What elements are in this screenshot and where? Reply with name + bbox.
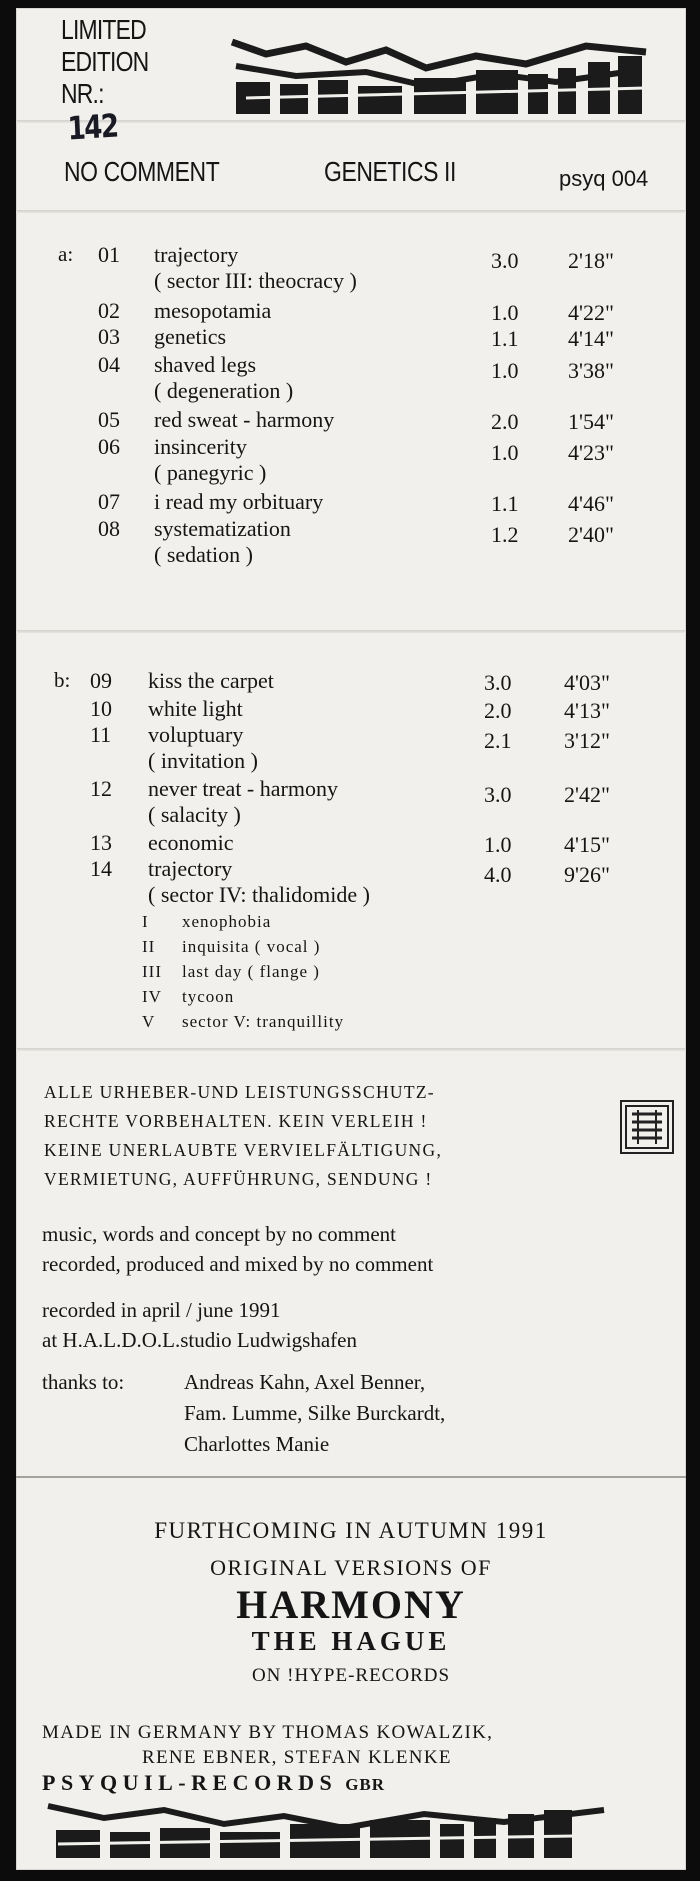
track-number: 11 — [90, 722, 112, 747]
track-title: voluptuary — [148, 722, 244, 747]
section-numeral: I — [142, 912, 149, 931]
track-duration: 2'42" — [564, 782, 610, 807]
track-title: shaved legs — [154, 352, 257, 377]
track-number: 05 — [98, 407, 120, 432]
section-numeral: III — [142, 962, 162, 981]
label-gbr: GBR — [345, 1775, 386, 1794]
track-title: white light — [148, 696, 243, 721]
track-subtitle: ( panegyric ) — [154, 460, 267, 485]
thanks-line: Charlottes Manie — [184, 1432, 330, 1456]
track-subtitle: ( sector IV: thalidomide ) — [148, 882, 370, 907]
edition-number: 142 — [66, 106, 119, 148]
track-version: 1.2 — [491, 522, 519, 547]
forthcoming-harmony: HARMONY — [236, 1582, 466, 1627]
track-number: 02 — [98, 298, 120, 323]
track-duration: 4'14" — [568, 326, 614, 351]
track-duration: 4'23" — [568, 440, 614, 465]
fold-line — [16, 630, 686, 633]
track-number: 06 — [98, 434, 120, 459]
track-version: 3.0 — [491, 248, 519, 273]
track-version: 2.0 — [491, 409, 519, 434]
track-version: 1.1 — [491, 326, 519, 351]
track-title: economic — [148, 830, 234, 855]
nr-row — [61, 78, 148, 148]
track-subtitle: ( sedation ) — [154, 542, 253, 567]
credit-recorded-date: recorded in april / june 1991 — [42, 1298, 281, 1322]
track-title: mesopotamia — [154, 298, 272, 323]
track-number: 03 — [98, 324, 120, 349]
forthcoming-heading: FURTHCOMING IN AUTUMN 1991 — [154, 1518, 548, 1543]
rights-line: ALLE URHEBER-UND LEISTUNGSSCHUTZ- — [44, 1082, 435, 1102]
nr-label: NR.: — [61, 78, 104, 109]
track-duration: 4'03" — [564, 670, 610, 695]
thanks-label: thanks to: — [42, 1370, 125, 1394]
psyquil-logo — [44, 1796, 614, 1866]
track-duration: 9'26" — [564, 862, 610, 887]
track-subtitle: ( salacity ) — [148, 802, 241, 827]
track-duration: 3'12" — [564, 728, 610, 753]
psyquil-logo — [226, 28, 656, 120]
inlay-sheet — [16, 8, 686, 1870]
track-title: genetics — [154, 324, 227, 349]
side-b-label: b: — [54, 668, 71, 692]
rights-notice — [44, 1078, 442, 1194]
track-version: 4.0 — [484, 862, 512, 887]
fold-line — [16, 1048, 686, 1051]
track-duration: 3'38" — [568, 358, 614, 383]
made-line-2: RENE EBNER, STEFAN KLENKE — [142, 1747, 452, 1768]
artist-name: NO COMMENT — [64, 156, 220, 187]
label-name: PSYQUIL-RECORDS — [42, 1770, 338, 1795]
forthcoming-subheading: ORIGINAL VERSIONS OF — [210, 1555, 492, 1580]
credit-production: recorded, produced and mixed by no comment — [42, 1252, 434, 1276]
track-number: 10 — [90, 696, 112, 721]
limited-edition-block — [61, 14, 149, 148]
track-number: 01 — [98, 242, 120, 267]
track-version: 1.1 — [491, 491, 519, 516]
track-title: insincerity — [154, 434, 247, 459]
track-duration: 2'18" — [568, 248, 614, 273]
label-stamp-icon — [620, 1100, 674, 1154]
thanks-line: Andreas Kahn, Axel Benner, — [184, 1370, 426, 1394]
track-title: trajectory — [154, 242, 239, 267]
track-number: 14 — [90, 856, 112, 881]
track-title: i read my orbituary — [154, 489, 324, 514]
section-numeral: II — [142, 937, 156, 956]
made-line-1: MADE IN GERMANY BY THOMAS KOWALZIK, — [42, 1722, 494, 1743]
track-version: 2.1 — [484, 728, 512, 753]
fold-line — [16, 210, 686, 213]
section-title: inquisita ( vocal ) — [182, 937, 321, 956]
made-in-block — [42, 1720, 493, 1797]
forthcoming-the-hague: THE HAGUE — [251, 1626, 451, 1656]
track-version: 2.0 — [484, 698, 512, 723]
track-version: 1.0 — [491, 300, 519, 325]
track-subtitle: ( sector III: theocracy ) — [154, 268, 357, 293]
credit-concept: music, words and concept by no comment — [42, 1222, 397, 1246]
track-duration: 4'46" — [568, 491, 614, 516]
track-number: 13 — [90, 830, 112, 855]
forthcoming-divider — [16, 1476, 686, 1478]
track-duration: 4'13" — [564, 698, 610, 723]
track-duration: 4'15" — [564, 832, 610, 857]
track-subtitle: ( degeneration ) — [154, 378, 294, 403]
track-version: 1.0 — [484, 832, 512, 857]
track-duration: 2'40" — [568, 522, 614, 547]
track-number: 12 — [90, 776, 112, 801]
rights-line: RECHTE VORBEHALTEN. KEIN VERLEIH ! — [44, 1111, 428, 1131]
label-name-row — [42, 1770, 493, 1797]
track-duration: 4'22" — [568, 300, 614, 325]
track-title: kiss the carpet — [148, 668, 274, 693]
track-number: 04 — [98, 352, 120, 377]
thanks-line: Fam. Lumme, Silke Burckardt, — [184, 1401, 446, 1425]
track-number: 08 — [98, 516, 120, 541]
section-title: last day ( flange ) — [182, 962, 320, 981]
section-title: tycoon — [182, 987, 235, 1006]
track-version: 1.0 — [491, 440, 519, 465]
track-number: 07 — [98, 489, 120, 514]
track-subtitle: ( invitation ) — [148, 748, 258, 773]
credit-studio: at H.A.L.D.O.L.studio Ludwigshafen — [42, 1328, 357, 1352]
forthcoming-label: ON !HYPE-RECORDS — [251, 1665, 451, 1686]
section-numeral: V — [142, 1012, 156, 1031]
track-title: red sweat - harmony — [154, 407, 335, 432]
track-title: trajectory — [148, 856, 233, 881]
track-duration: 1'54" — [568, 409, 614, 434]
track-number: 09 — [90, 668, 112, 693]
track-title: never treat - harmony — [148, 776, 338, 801]
rights-line: KEINE UNERLAUBTE VERVIELFÄLTIGUNG, — [44, 1140, 443, 1160]
track-version: 1.0 — [491, 358, 519, 383]
track-title: systematization — [154, 516, 291, 541]
track-version: 3.0 — [484, 670, 512, 695]
section-numeral: IV — [142, 987, 162, 1006]
section-title: sector V: tranquillity — [182, 1012, 345, 1031]
section-title: xenophobia — [182, 912, 272, 931]
edition-label: EDITION — [61, 46, 149, 77]
catalog-number: psyq 004 — [559, 166, 649, 191]
track-version: 3.0 — [484, 782, 512, 807]
side-a-label: a: — [58, 242, 74, 266]
limited-label: LIMITED — [61, 14, 146, 45]
rights-line: VERMIETUNG, AUFFÜHRUNG, SENDUNG ! — [44, 1169, 433, 1189]
album-title: GENETICS II — [324, 156, 456, 187]
